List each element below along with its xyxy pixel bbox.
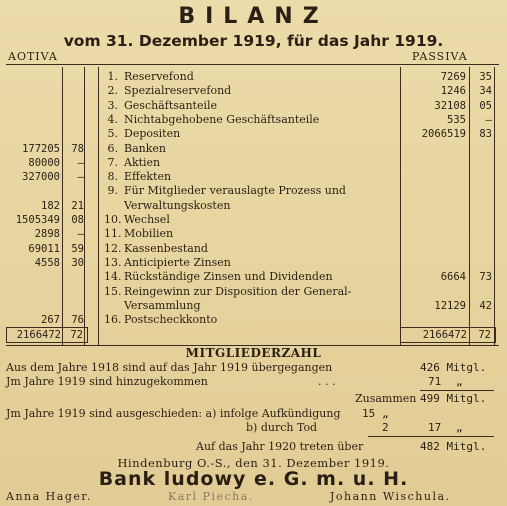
table-row (0, 127, 507, 141)
members-line-1: Aus dem Jahre 1918 sind auf das Jahr 1919 übergegangen (6, 361, 333, 374)
table-row (0, 270, 507, 284)
row-description: Effekten (124, 170, 172, 184)
table-row (0, 142, 507, 156)
signature-2: Karl Piecha. (168, 490, 254, 503)
aktiva-cents: — (77, 228, 84, 241)
row-description: Nichtabgehobene Geschäftsanteile (124, 112, 320, 126)
aktiva-amount: 182 (41, 199, 60, 212)
row-number: 8. (107, 170, 118, 184)
members-sum-label: Zusammen (355, 392, 417, 405)
row-number: 3. (107, 98, 118, 112)
passiva-amount: 2066519 (421, 128, 466, 141)
aktiva-amount: 4558 (34, 256, 60, 269)
members-line-1-value: 426 Mitgl. (420, 361, 487, 374)
aktiva-amount: 69011 (28, 242, 60, 255)
passiva-amount: 535 (447, 113, 466, 126)
row-number: 12. (104, 241, 122, 255)
row-number: 9. (107, 184, 118, 198)
sum-rule (420, 390, 494, 391)
row-number: 13. (104, 255, 122, 269)
passiva-cents: 35 (479, 71, 492, 83)
row-number: 11. (104, 227, 122, 241)
passiva-cents: 73 (479, 271, 492, 284)
aktiva-cents: 08 (71, 214, 84, 226)
members-line-5-value: 482 Mitgl. (420, 440, 487, 453)
row-number: 2. (107, 84, 118, 98)
table-row (0, 99, 507, 113)
place-and-date: Hindenburg O.-S., den 31. Dezember 1919. (117, 456, 390, 470)
aktiva-cents: 21 (71, 199, 84, 212)
members-line-2-value: 71 (428, 375, 442, 388)
table-row (0, 227, 507, 241)
aktiva-amount: 327000 (22, 171, 60, 184)
passiva-total (400, 327, 496, 343)
table-row (0, 156, 507, 170)
members-line-4-unit: „ (456, 421, 463, 434)
signature-3: Johann Wischula. (330, 490, 451, 503)
table-top-rule (6, 64, 499, 65)
row-description: Kassenbestand (124, 241, 208, 255)
members-line-3: Jm Jahre 1919 sind ausgeschieden: a) infolge Aufkündigung (6, 407, 341, 420)
table-row (0, 242, 507, 256)
row-description: Mobilien (124, 227, 174, 241)
row-description: Spezialreservefond (124, 84, 232, 98)
bank-name: Bank ludowy e. G. m. u. H. (98, 468, 409, 490)
row-number: 7. (107, 155, 118, 169)
table-row (0, 113, 507, 127)
passiva-header: PASSIVA (412, 50, 468, 63)
aktiva-amount: 2898 (34, 228, 60, 241)
passiva-amount: 1246 (440, 85, 466, 98)
passiva-amount: 12129 (434, 299, 466, 312)
members-line-2: Jm Jahre 1919 sind hinzugekommen (6, 375, 208, 388)
members-line-4-total: 17 (428, 421, 442, 434)
aktiva-cents: 78 (71, 142, 84, 155)
row-number: 4. (107, 112, 118, 126)
passiva-total-value: 2166472 (422, 329, 467, 341)
aktiva-cents: 30 (71, 256, 84, 269)
passiva-amount: 32108 (434, 99, 466, 112)
passiva-cents: 42 (479, 299, 492, 312)
row-description: Reservefond (124, 70, 194, 83)
passiva-cents: 05 (479, 99, 492, 112)
aktiva-amount: 80000 (28, 156, 60, 169)
row-number: 15. (104, 284, 122, 298)
row-description: Banken (124, 141, 166, 155)
members-line-3-value: 15 (362, 407, 376, 420)
row-number: 1. (107, 70, 118, 83)
row-description: Anticipierte Zinsen (124, 255, 231, 269)
members-line-2-unit: „ (456, 375, 463, 388)
aktiva-amount: 177205 (22, 142, 60, 155)
table-row (0, 256, 507, 270)
row-number: 16. (104, 313, 122, 327)
row-description: Verwaltungskosten (124, 198, 231, 212)
passiva-cents: 83 (479, 128, 492, 141)
passiva-total-cents: 72 (478, 329, 491, 341)
aktiva-amount: 1505349 (15, 214, 60, 226)
table-row (0, 70, 507, 84)
table-row (0, 84, 507, 98)
row-number: 5. (107, 127, 118, 141)
aktiva-total-value: 2166472 (16, 329, 61, 341)
passiva-amount: 7269 (440, 71, 466, 83)
table-row (0, 184, 507, 198)
members-line-2-dots: . . . (318, 375, 336, 388)
table-row (0, 170, 507, 184)
row-description: Geschäftsanteile (124, 98, 218, 112)
row-number: 14. (104, 270, 122, 284)
row-description: Für Mitglieder verauslagte Prozess und (124, 184, 346, 198)
passiva-amount: 6664 (440, 271, 466, 284)
passiva-cents: 34 (479, 85, 492, 98)
subtraction-rule (368, 436, 494, 437)
passiva-cents: — (485, 113, 492, 126)
aktiva-total (6, 327, 88, 343)
aktiva-amount: 267 (41, 314, 60, 327)
aktiva-total-cents: 72 (70, 329, 83, 341)
members-line-5: Auf das Jahr 1920 treten über (196, 440, 364, 453)
row-description: Versammlung (124, 298, 201, 312)
table-row (0, 299, 507, 313)
row-number: 10. (104, 213, 122, 226)
table-row (0, 213, 507, 227)
aktiva-cents: — (77, 156, 84, 169)
members-line-3-unit: „ (382, 407, 389, 420)
aktiva-header: AOTIVA (8, 50, 58, 63)
row-description: Rückständige Zinsen und Dividenden (124, 270, 333, 284)
members-line-4-value: 2 (382, 421, 389, 434)
row-description: Postscheckkonto (124, 313, 218, 327)
row-description: Wechsel (124, 213, 170, 226)
document-subtitle: vom 31. Dezember 1919, für das Jahr 1919. (63, 32, 444, 50)
table-row (0, 313, 507, 327)
row-description: Aktien (124, 155, 161, 169)
document-title: BILANZ (178, 4, 329, 29)
members-sum-value: 499 Mitgl. (420, 392, 487, 405)
row-description: Depositen (124, 127, 181, 141)
row-number: 6. (107, 141, 118, 155)
aktiva-cents: 76 (71, 314, 84, 327)
signature-1: Anna Hager. (6, 490, 92, 503)
members-title: MITGLIEDERZAHL (185, 346, 322, 360)
aktiva-cents: — (77, 171, 84, 184)
aktiva-cents: 59 (71, 242, 84, 255)
row-description: Reingewinn zur Disposition der General- (124, 284, 352, 298)
table-row (0, 199, 507, 213)
members-line-4: b) durch Tod (246, 421, 318, 434)
table-row (0, 285, 507, 299)
